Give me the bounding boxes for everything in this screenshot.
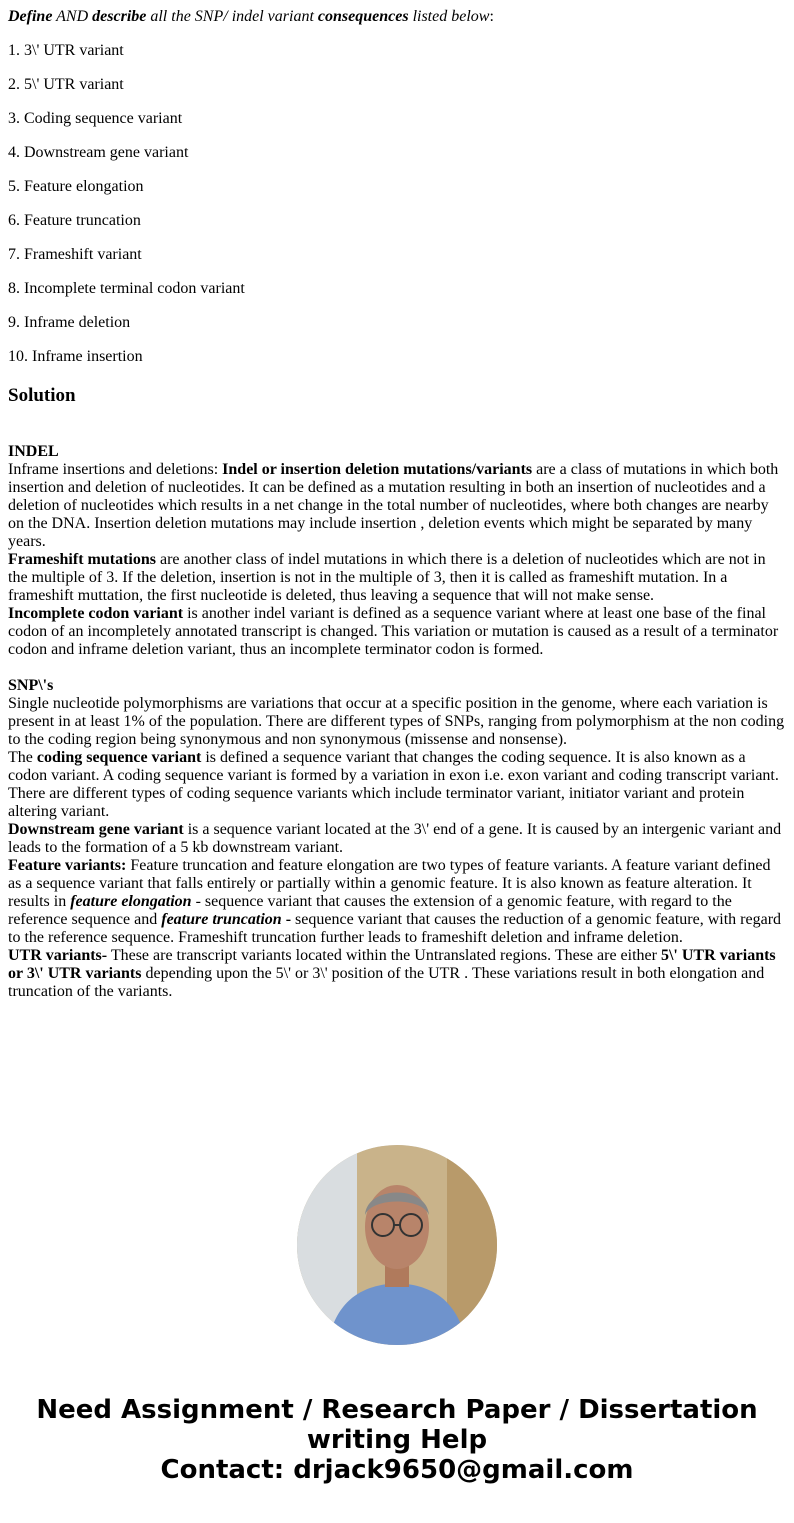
list-item: 7. Frameshift variant [8,246,142,263]
text: - sequence variant that causes the extension of a genomic feature, with regard to the reference sequence and [8,893,732,928]
paragraph [8,821,786,857]
list-item: 2. 5\' UTR variant [8,76,124,93]
text: is a sequence variant located at the 3\' end of a gene. It is caused by an intergenic variant and leads to the formation of a 5 kb downstream variant. [8,821,782,856]
list-item: 1. 3\' UTR variant [8,42,124,59]
term: feature truncation [161,911,282,928]
snp-title: SNP\'s [8,677,54,694]
list-item: 10. Inframe insertion [8,348,143,365]
text: is another indel variant is defined as a sequence variant where at least one base of the final codon of an incompletely annotated transcript is changed. This variation or mutation is caused as a result of a terminator codon and inframe deletion variant, thus an incomplete terminator codon is formed. [8,605,779,658]
paragraph [8,857,786,947]
term: Indel or insertion deletion mutations/variants [222,461,533,478]
text: are a class of mutations in which both insertion and deletion of nucleotides. It can be defined as a mutation resulting in both an insertion of nucleotides and a deletion of nucleotides which results in a net change in the total number of nucleotides, where both changes are nearby on the DNA. Insertion deletion mutations may include insertion , deletion events which might be separated by many years. [8,461,779,550]
photo-container [8,1145,786,1345]
term: Downstream gene variant [8,821,184,838]
q-word: AND [52,8,93,25]
promo-footer [8,1395,786,1485]
list-item: 6. Feature truncation [8,212,141,229]
q-word: consequences [317,8,409,25]
term: Frameshift mutations [8,551,156,568]
term: Feature variants: [8,857,127,874]
list-item: 5. Feature elongation [8,178,144,195]
q-word: Define [8,8,53,25]
text: The [8,749,37,766]
promo-text: Need Assignment / Research Paper / Dissertation writing Help [36,1395,758,1455]
paragraph [8,947,786,1001]
list-item: 9. Inframe deletion [8,314,131,331]
term: 5\' UTR variants or 3\' UTR variants [8,947,776,982]
term: coding sequence variant [36,749,202,766]
text: sequence variant that causes the reduction of a genomic feature, with regard to the reference sequence. Frameshift truncation further leads to frameshift deletion and inframe deletion. [8,911,782,946]
text: Feature truncation and feature elongation are two types of feature variants. A feature variant defined as a sequence variant that falls entirely or partially within a genomic feature. It is also known as feature alteration. It results in [8,857,771,910]
list-item: 4. Downstream gene variant [8,144,189,161]
q-word: listed below [408,8,490,25]
term: feature elongation [70,893,192,910]
q-word: describe [92,8,147,25]
paragraph [8,461,786,551]
indel-title: INDEL [8,443,59,460]
term: Incomplete codon variant [8,605,184,622]
text: These are transcript variants located within the Untranslated regions. These are either [107,947,661,964]
list-item: 8. Incomplete terminal codon variant [8,280,245,297]
text: is defined a sequence variant that changes the coding sequence. It is also known as a codon variant. A coding sequence variant is formed by a variation in exon i.e. exon variant and coding transcript variant. There are different types of coding sequence variants which include terminator variant, initiator variant and protein altering variant. [8,749,779,820]
solution-body [8,443,786,1001]
colon: : [489,8,494,25]
question [8,8,786,26]
text: depending upon the 5\' or 3\' position of the UTR . These variations result in both elongation and truncation of the variants. [8,965,765,1000]
list-item: 3. Coding sequence variant [8,110,183,127]
text: are another class of indel mutations in which there is a deletion of nucleotides which are not in the multiple of 3. If the deletion, insertion is not in the multiple of 3, then it is called as frameshift mutation. In a frameshift muttation, the first nucleotide is deleted, thus leaving a sequence that will not make sense. [8,551,766,604]
text: Inframe insertions and deletions: [8,461,223,478]
paragraph [8,551,786,605]
text: - [281,911,292,928]
author-photo [297,1145,497,1345]
paragraph: Single nucleotide polymorphisms are variations that occur at a specific position in the genome, where each variation is present in at least 1% of the population. There are different types of SNPs, ranging from polymorphism at the non coding to the coding region being synonymous and non synonymous (missense and nonsense). [8,695,785,748]
paragraph [8,749,786,821]
contact-email: Contact: drjack9650@gmail.com [160,1455,634,1485]
q-word: all the SNP/ indel variant [146,8,318,25]
paragraph [8,605,786,659]
question-list [8,42,786,366]
term: UTR variants- [8,947,108,964]
solution-heading: Solution [8,385,76,406]
